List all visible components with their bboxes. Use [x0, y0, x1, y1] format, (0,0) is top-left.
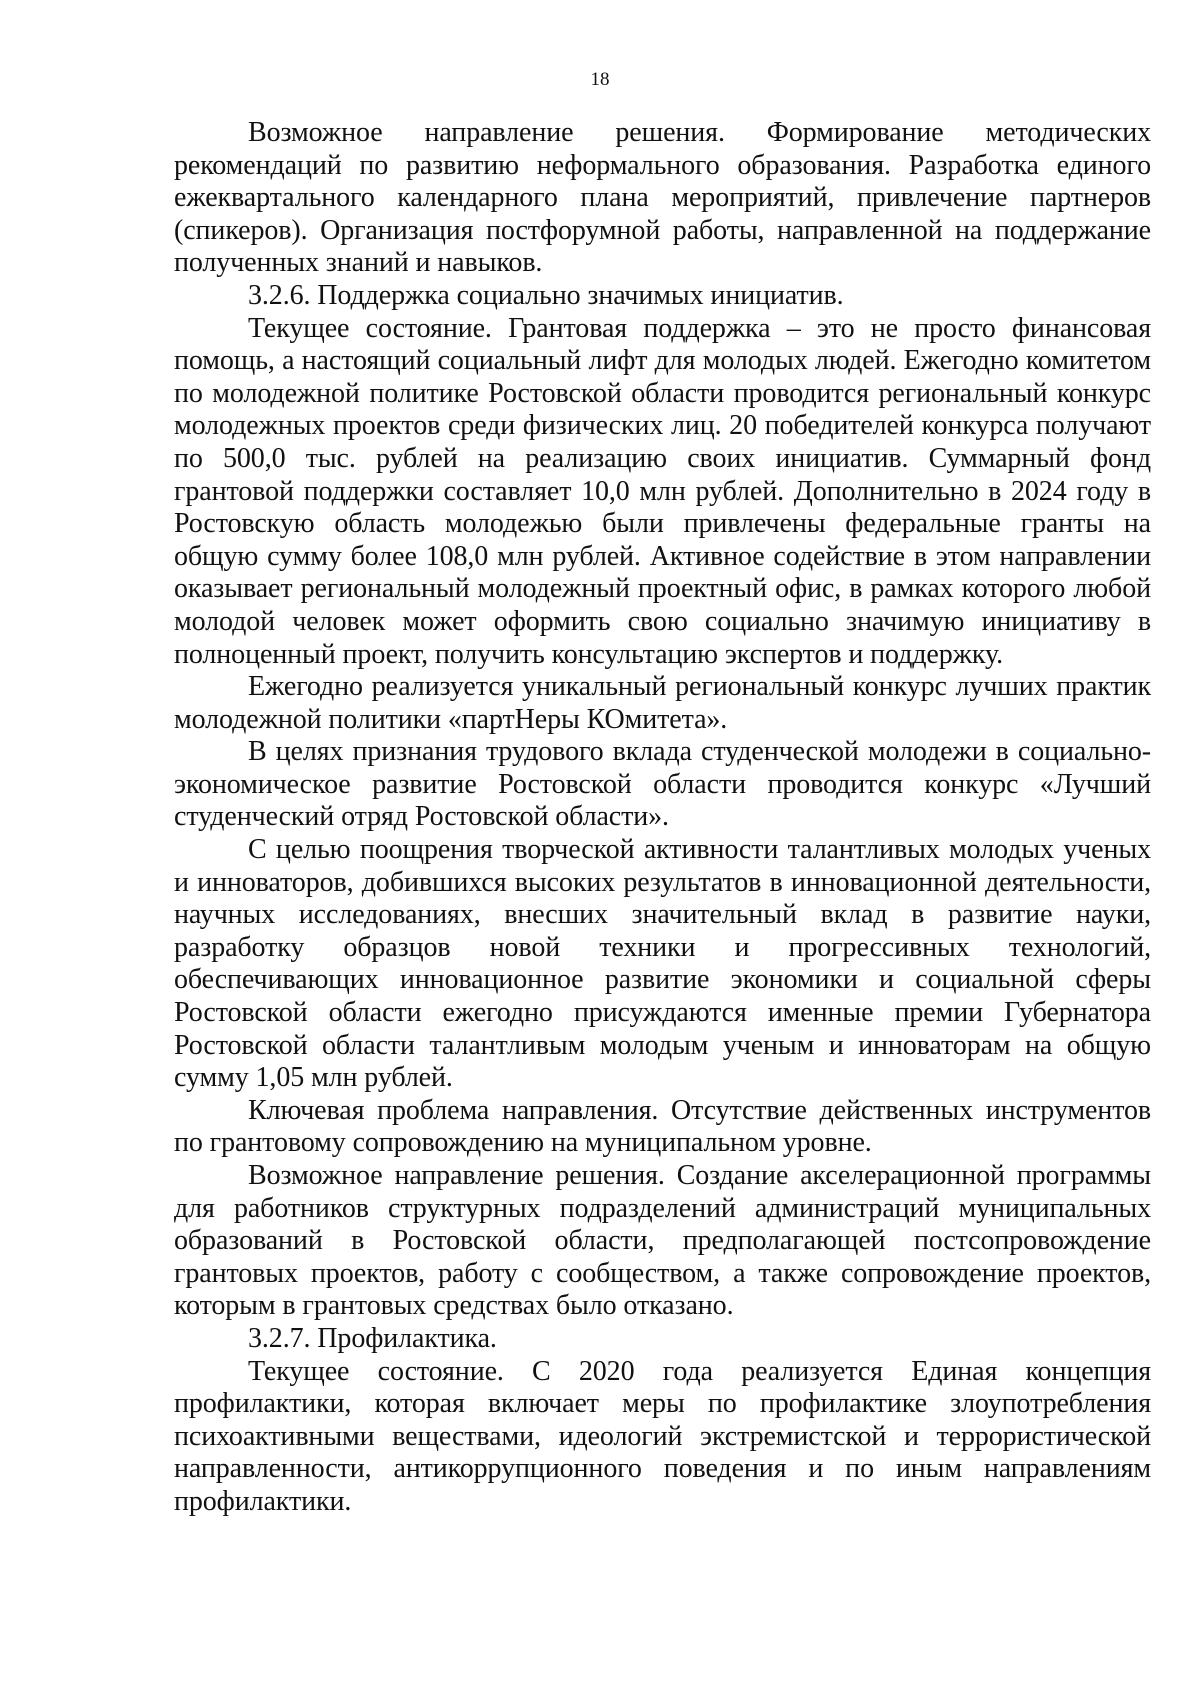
- paragraph-grant-support-status: Текущее состояние. Грантовая поддержка – это не просто финансовая помощь, а настоящий социальный лифт для молодых людей. Ежегодно комитетом по молодежной политике Ростовской области проводится региональный конкурс молодежных проектов среди физических лиц. 20 победителей конкурса получают по 500,0 тыс. рублей на реализацию своих инициатив. Суммарный фонд грантовой поддержки составляет 10,0 млн рублей. Дополнительно в 2024 году в Ростовскую область молодежью были привлечены федеральные гранты на общую сумму более 108,0 млн рублей. Активное содействие в этом направлении оказывает региональный молодежный проектный офис, в рамках которого любой молодой человек может оформить свою социально значимую инициативу в полноценный проект, получить консультацию экспертов и поддержку.: [174, 312, 1151, 670]
- paragraph-solution-accelerator: Возможное направление решения. Создание акселерационной программы для работников структурных подразделений администраций муниципальных образований в Ростовской области, предполагающей постсопровождение грантовых проектов, работу с сообществом, а также сопровождение проектов, которым в грантовых средствах было отказано.: [174, 1160, 1151, 1322]
- page-number: 18: [590, 69, 610, 90]
- section-heading-3-2-6: 3.2.6. Поддержка социально значимых инициатив.: [248, 279, 844, 311]
- section-heading-3-2-7: 3.2.7. Профилактика.: [248, 1322, 497, 1354]
- paragraph-prevention-status: Текущее состояние. С 2020 года реализуется Единая концепция профилактики, которая включает меры по профилактике злоупотребления психоактивными веществами, идеологий экстремистской и террористической направленности, антикоррупционного поведения и по иным направлениям профилактики.: [174, 1355, 1151, 1517]
- paragraph-solution-informal-education: Возможное направление решения. Формирование методических рекомендаций по развитию неформального образования. Разработка единого ежеквартального календарного плана мероприятий, привлечение партнеров (спикеров). Организация постфорумной работы, направленной на поддержание полученных знаний и навыков.: [174, 117, 1151, 279]
- paragraph-partners-contest: Ежегодно реализуется уникальный региональный конкурс лучших практик молодежной политики «партНеры КОмитета».: [174, 671, 1151, 735]
- paragraph-key-problem: Ключевая проблема направления. Отсутствие действенных инструментов по грантовому сопровождению на муниципальном уровне.: [174, 1094, 1151, 1159]
- paragraph-governor-awards: С целью поощрения творческой активности талантливых молодых ученых и инноваторов, добившихся высоких результатов в инновационной деятельности, научных исследованиях, внесших значительный вклад в развитие науки, разработку образцов новой техники и прогрессивных технологий, обеспечивающих инновационное развитие экономики и социальной сферы Ростовской области ежегодно присуждаются именные премии Губернатора Ростовской области талантливым молодым ученым и инноваторам на общую сумму 1,05 млн рублей.: [174, 834, 1151, 1094]
- paragraph-student-brigade-contest: В целях признания трудового вклада студенческой молодежи в социально-экономическое развитие Ростовской области проводится конкурс «Лучший студенческий отряд Ростовской области».: [174, 736, 1151, 833]
- document-body: [174, 117, 1151, 1519]
